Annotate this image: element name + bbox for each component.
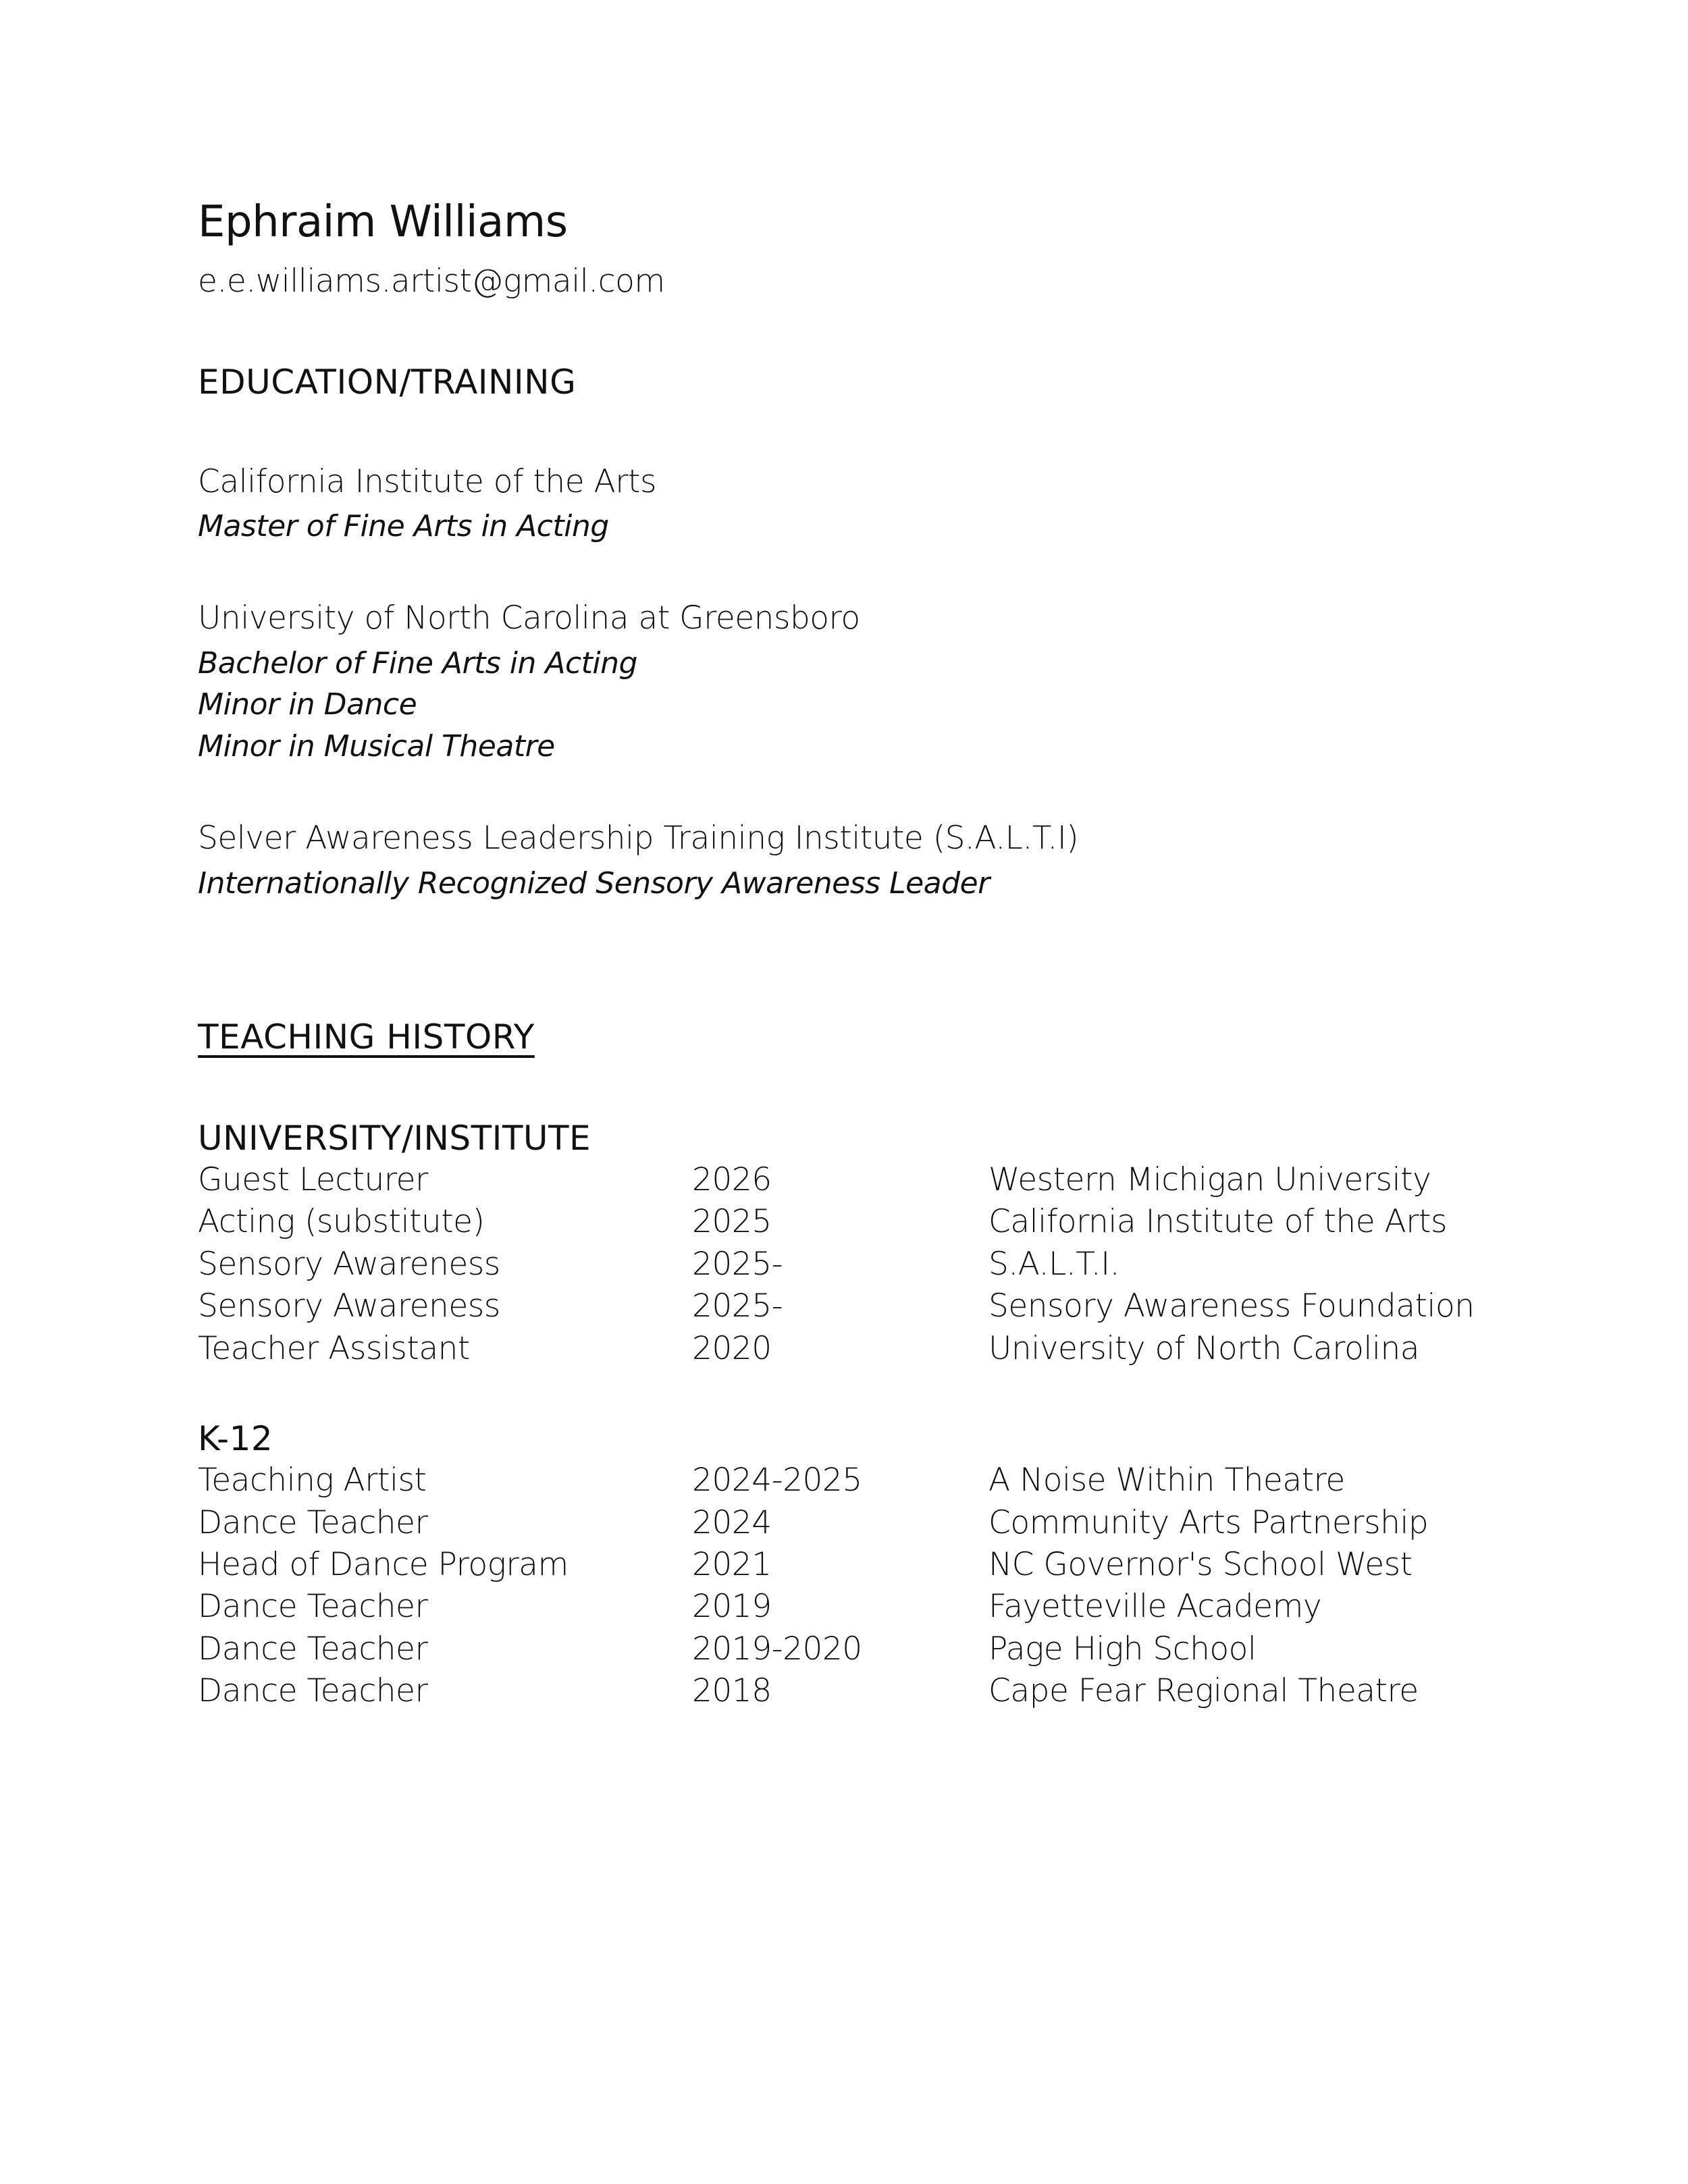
- organization-cell: S.A.L.T.I.: [988, 1246, 1120, 1283]
- university-subheading: UNIVERSITY/INSTITUTE: [198, 1119, 591, 1158]
- year-cell: 2020: [692, 1330, 772, 1367]
- organization-cell: Page High School: [988, 1630, 1257, 1668]
- organization-cell: Western Michigan University: [988, 1161, 1431, 1198]
- year-cell: 2019-2020: [692, 1630, 862, 1668]
- role-cell: Acting (substitute): [198, 1203, 485, 1240]
- education-detail: Minor in Musical Theatre: [198, 729, 555, 764]
- table-row: [198, 1203, 1548, 1245]
- person-name: Ephraim Williams: [198, 197, 568, 247]
- year-cell: 2019: [692, 1588, 772, 1625]
- role-cell: Teacher Assistant: [198, 1330, 470, 1367]
- role-cell: Dance Teacher: [198, 1504, 428, 1541]
- table-row: [198, 1546, 1548, 1588]
- year-cell: 2025: [692, 1203, 772, 1240]
- table-row: [198, 1630, 1548, 1672]
- role-cell: Dance Teacher: [198, 1672, 428, 1709]
- table-row: [198, 1330, 1548, 1372]
- role-cell: Head of Dance Program: [198, 1546, 569, 1583]
- organization-cell: Cape Fear Regional Theatre: [988, 1672, 1419, 1709]
- year-cell: 2024: [692, 1504, 772, 1541]
- education-detail: Master of Fine Arts in Acting: [198, 509, 609, 543]
- organization-cell: A Noise Within Theatre: [988, 1462, 1345, 1499]
- year-cell: 2025-: [692, 1287, 783, 1325]
- role-cell: Sensory Awareness: [198, 1246, 500, 1283]
- organization-cell: Sensory Awareness Foundation: [988, 1287, 1475, 1325]
- table-row: [198, 1672, 1548, 1714]
- education-detail: Internationally Recognized Sensory Awareness Leader: [198, 866, 990, 901]
- year-cell: 2021: [692, 1546, 772, 1583]
- teaching-history-heading: TEACHING HISTORY: [198, 1017, 535, 1057]
- year-cell: 2024-2025: [692, 1462, 862, 1499]
- organization-cell: Community Arts Partnership: [988, 1504, 1429, 1541]
- table-row: [198, 1246, 1548, 1287]
- year-cell: 2025-: [692, 1246, 783, 1283]
- table-row: [198, 1588, 1548, 1630]
- email-address: e.e.williams.artist@gmail.com: [198, 263, 665, 300]
- k12-subheading: K-12: [198, 1419, 273, 1458]
- organization-cell: California Institute of the Arts: [988, 1203, 1447, 1240]
- year-cell: 2026: [692, 1161, 772, 1198]
- organization-cell: NC Governor's School West: [988, 1546, 1413, 1583]
- education-school: University of North Carolina at Greensboro: [198, 600, 860, 637]
- organization-cell: University of North Carolina: [988, 1330, 1420, 1367]
- education-heading: EDUCATION/TRAINING: [198, 363, 577, 402]
- education-school: Selver Awareness Leadership Training Institute (S.A.L.T.I): [198, 820, 1079, 857]
- education-school: California Institute of the Arts: [198, 463, 656, 500]
- table-row: [198, 1161, 1548, 1203]
- education-detail: Bachelor of Fine Arts in Acting: [198, 646, 637, 681]
- table-row: [198, 1504, 1548, 1546]
- role-cell: Sensory Awareness: [198, 1287, 500, 1325]
- table-row: [198, 1287, 1548, 1329]
- education-detail: Minor in Dance: [198, 687, 417, 722]
- year-cell: 2018: [692, 1672, 772, 1709]
- table-row: [198, 1462, 1548, 1503]
- role-cell: Teaching Artist: [198, 1462, 427, 1499]
- role-cell: Dance Teacher: [198, 1630, 428, 1668]
- role-cell: Dance Teacher: [198, 1588, 428, 1625]
- role-cell: Guest Lecturer: [198, 1161, 428, 1198]
- organization-cell: Fayetteville Academy: [988, 1588, 1322, 1625]
